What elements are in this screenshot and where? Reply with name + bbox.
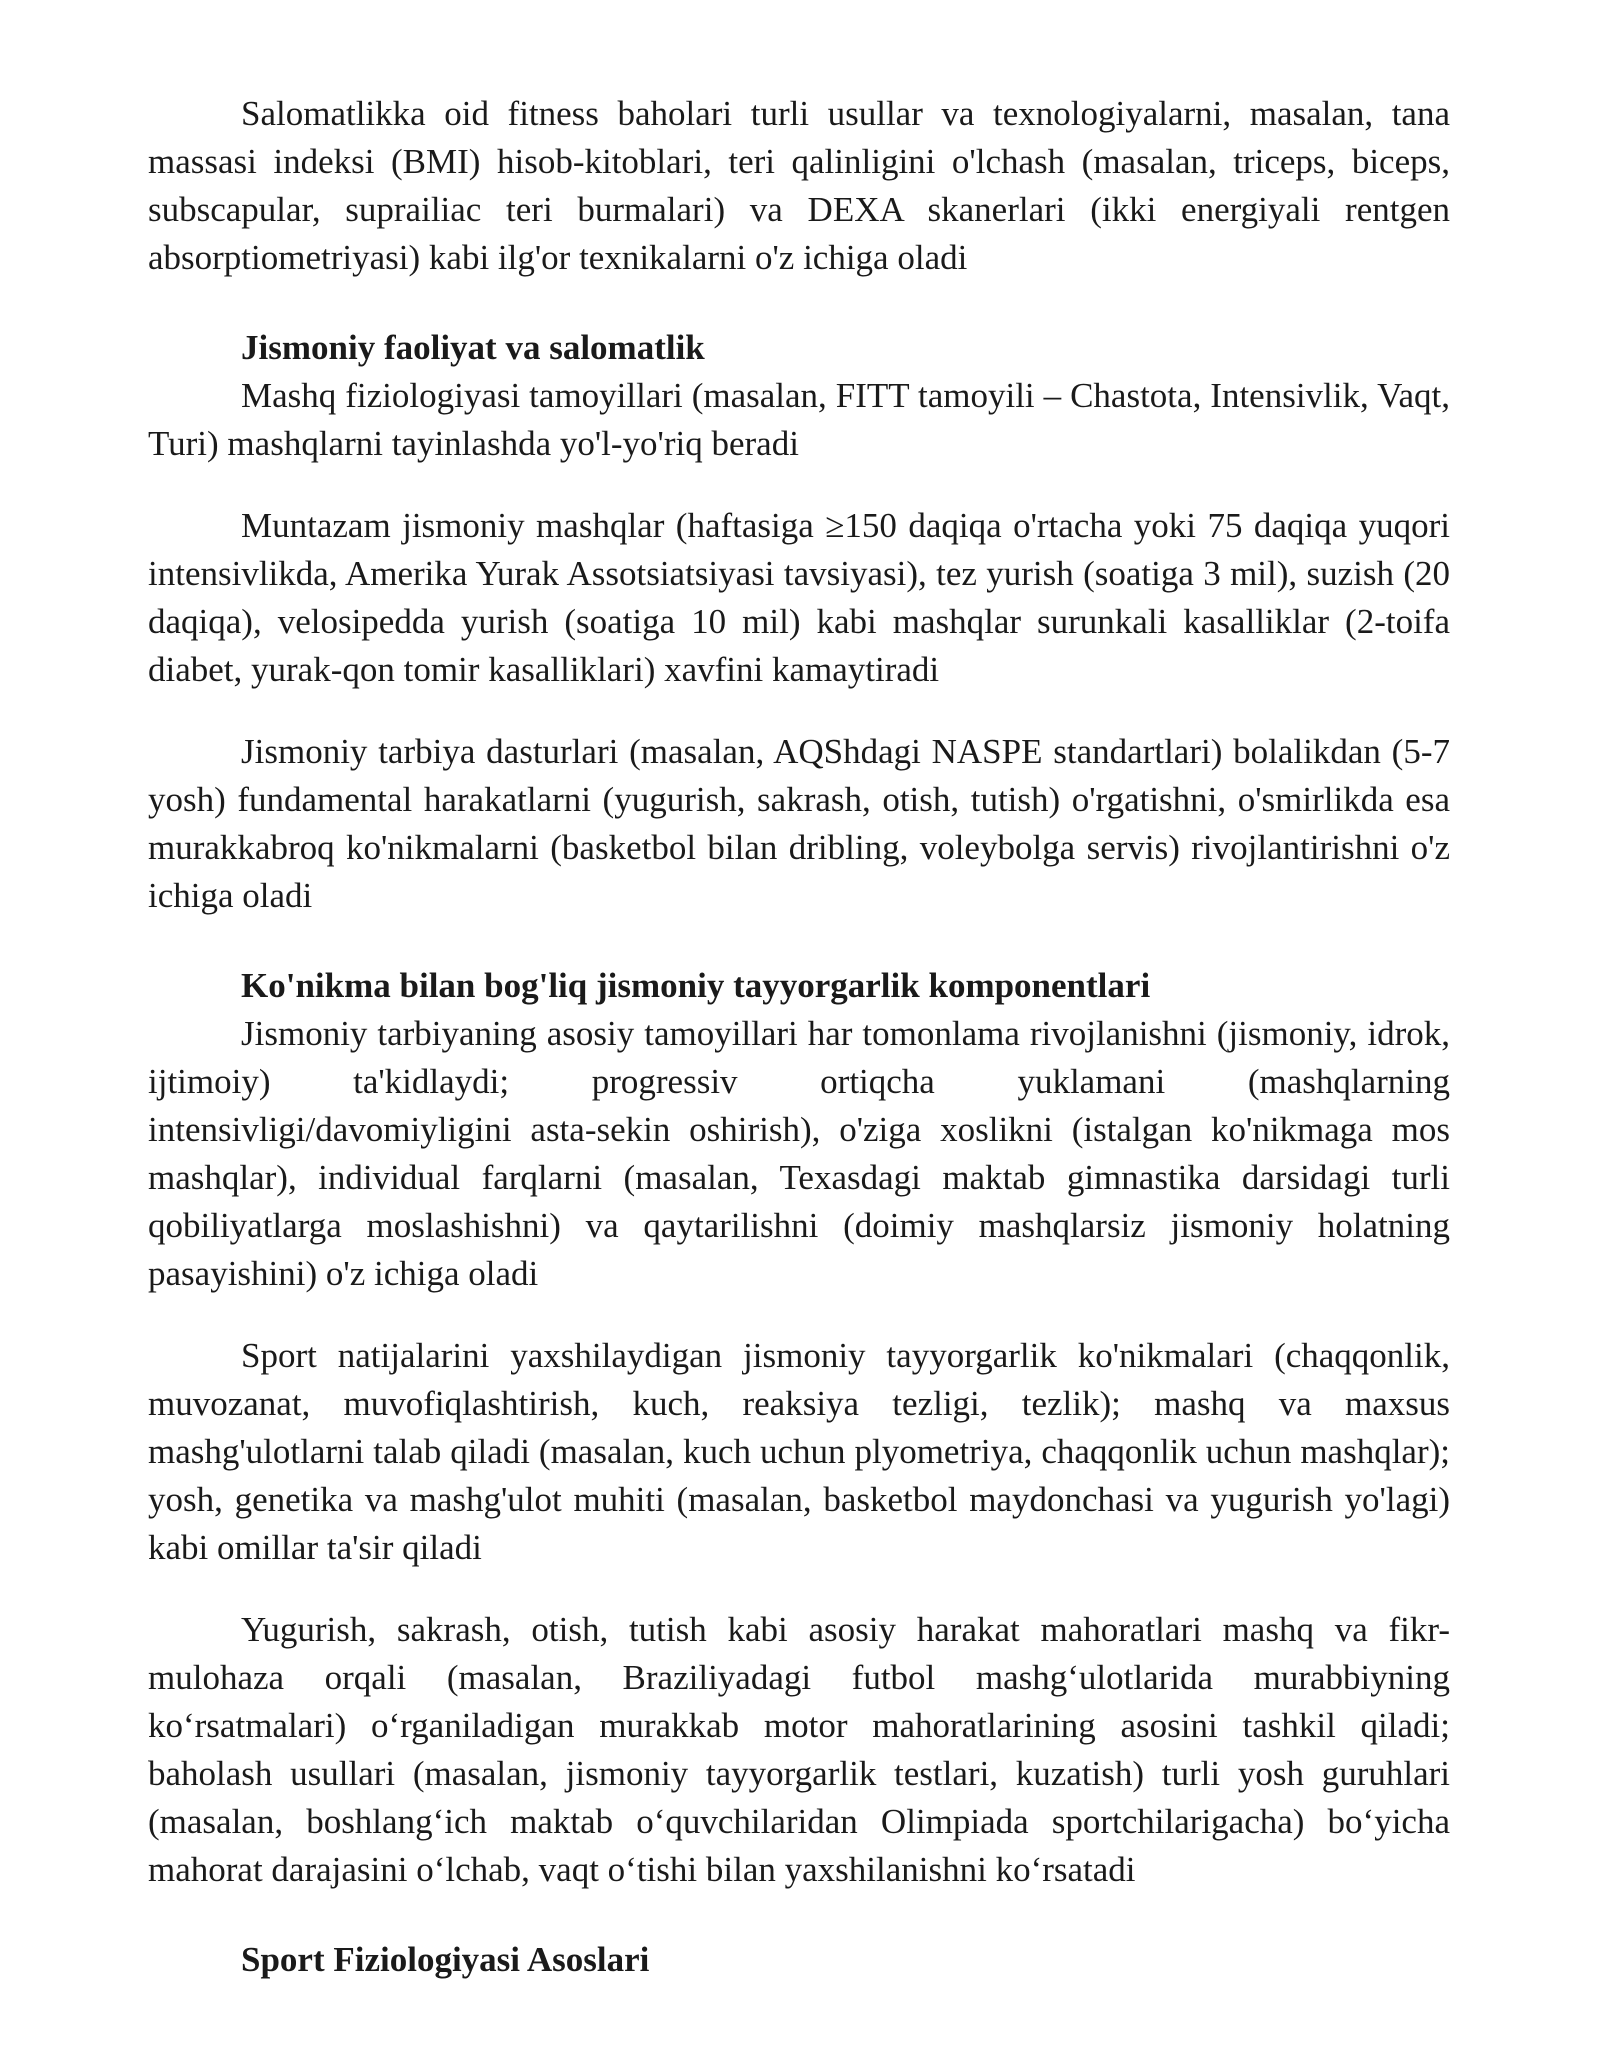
paragraph-sport-skills: Sport natijalarini yaxshilaydigan jismoniy tayyorgarlik ko'nikmalari (chaqqonlik, muvozanat, muvofiqlashtirish, kuch, reaksiya tezligi, tezlik); mashq va maxsus mashg'ulotlarni talab qiladi (masalan, kuch uchun plyometriya, chaqqonlik uchun mashqlar); yosh, genetika va mashg'ulot muhiti (masalan, basketbol maydonchasi va yugurish yo'lagi) kabi omillar ta'sir qiladi (148, 1336, 1450, 1567)
paragraph-pe-programs: Jismoniy tarbiya dasturlari (masalan, AQShdagi NASPE standartlari) bolalikdan (5-7 yosh) fundamental harakatlarni (yugurish, sakrash, otish, tutish) o'rgatishni, o'smirlikda esa murakkabroq ko'nikmalarni (basketbol bilan dribling, voleybolga servis) rivojlantirishni o'z ichiga oladi (148, 732, 1450, 915)
paragraph-exercise-physiology: Mashq fiziologiyasi tamoyillari (masalan, FITT tamoyili – Chastota, Intensivlik, Vaqt, Turi) mashqlarni tayinlashda yo'l-yo'riq beradi (148, 376, 1450, 463)
paragraph-fitness-assessment: Salomatlikka oid fitness baholari turli usullar va texnologiyalarni, masalan, tana massasi indeksi (BMI) hisob-kitoblari, teri qalinligini o'lchash (masalan, triceps, biceps, subscapular, suprailiac teri burmalari) va DEXA skanerlari (ikki energiyali rentgen absorptiometriyasi) kabi ilg'or texnikalarni o'z ichiga oladi (148, 94, 1450, 277)
heading-skill-related-fitness: Ko'nikma bilan bog'liq jismoniy tayyorgarlik komponentlari (241, 966, 1151, 1005)
document-page (148, 90, 1450, 1984)
heading-physical-activity-health: Jismoniy faoliyat va salomatlik (241, 328, 705, 367)
paragraph-motor-skills: Yugurish, sakrash, otish, tutish kabi asosiy harakat mahoratlari mashq va fikr-mulohaza orqali (masalan, Braziliyadagi futbol mashg‘ulotlarida murabbiyning ko‘rsatmalari) o‘rganiladigan murakkab motor mahoratlarining asosini tashkil qiladi; baholash usullari (masalan, jismoniy tayyorgarlik testlari, kuzatish) turli yosh guruhlari (masalan, boshlang‘ich maktab o‘quvchilaridan Olimpiada sportchilarigacha) bo‘yicha mahorat darajasini o‘lchab, vaqt o‘tishi bilan yaxshilanishni ko‘rsatadi (148, 1610, 1450, 1889)
heading-sport-physiology: Sport Fiziologiyasi Asoslari (241, 1940, 650, 1979)
paragraph-regular-exercise: Muntazam jismoniy mashqlar (haftasiga ≥150 daqiqa o'rtacha yoki 75 daqiqa yuqori intensivlikda, Amerika Yurak Assotsiatsiyasi tavsiyasi), tez yurish (soatiga 3 mil), suzish (20 daqiqa), velosipedda yurish (soatiga 10 mil) kabi mashqlar surunkali kasalliklar (2-toifa diabet, yurak-qon tomir kasalliklari) xavfini kamaytiradi (148, 506, 1450, 689)
paragraph-pe-principles: Jismoniy tarbiyaning asosiy tamoyillari har tomonlama rivojlanishni (jismoniy, idrok, ijtimoiy) ta'kidlaydi; progressiv ortiqcha yuklamani (mashqlarning intensivligi/davomiyligini asta-sekin oshirish), o'ziga xoslikni (istalgan ko'nikmaga mos mashqlar), individual farqlarni (masalan, Texasdagi maktab gimnastika darsidagi turli qobiliyatlarga moslashishni) va qaytarilishni (doimiy mashqlarsiz jismoniy holatning pasayishini) o'z ichiga oladi (148, 1014, 1450, 1293)
